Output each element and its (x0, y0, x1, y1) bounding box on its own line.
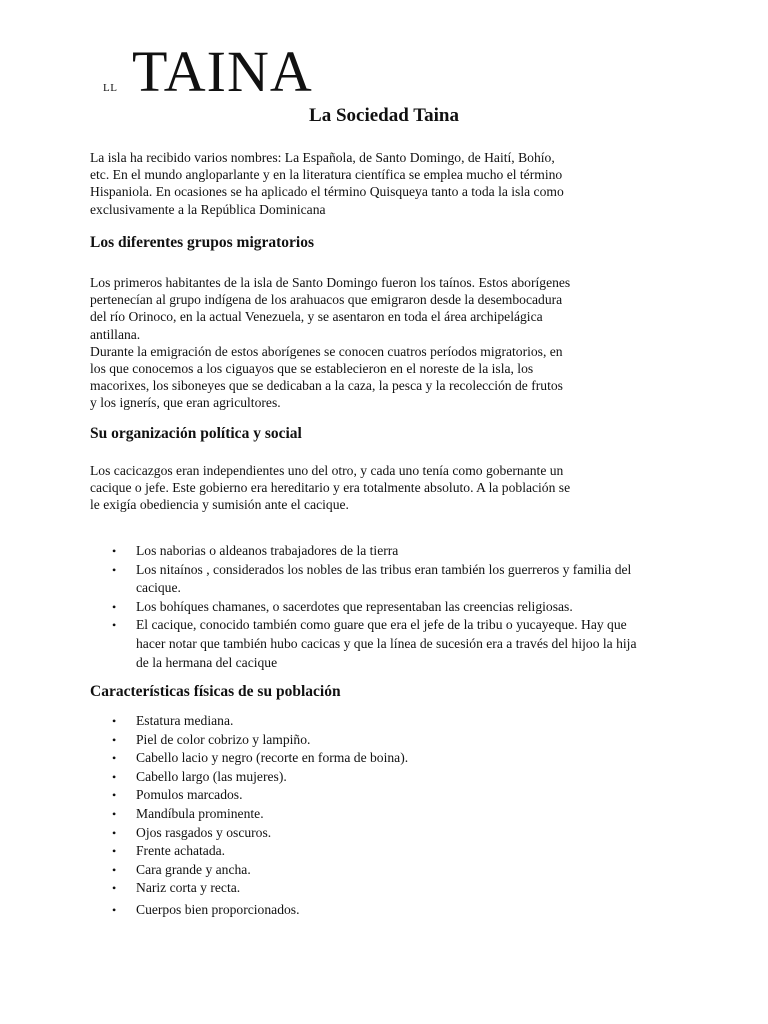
intro-line: etc. En el mundo angloparlante y en la literatura científica se emplea mucho el término (90, 167, 563, 183)
bullet-icon: • (112, 751, 117, 766)
bullet-icon: • (112, 732, 117, 747)
bullet-icon: • (112, 825, 117, 840)
paragraph-line: le exigía obediencia y sumisión ante el cacique. (90, 497, 349, 513)
list-item: • Cara grande y ancha. (112, 861, 692, 880)
list-item: • Mandíbula prominente. (112, 805, 692, 824)
intro-paragraph (90, 149, 615, 218)
organization-paragraph (90, 462, 615, 514)
list-item: • Los bohíques chamanes, o sacerdotes que representaban las creencias religiosas. (112, 598, 692, 617)
bullet-icon: • (112, 562, 117, 577)
intro-line: exclusivamente a la República Dominicana (90, 201, 326, 217)
bullet-icon: • (112, 806, 117, 821)
list-item: • Cabello lacio y negro (recorte en forma de boina). (112, 749, 692, 768)
bullet-icon: • (112, 769, 117, 784)
bullet-icon: • (112, 844, 117, 859)
list-item: • El cacique, conocido también como guare que era el jefe de la tribu o yucayeque. Hay que hacer notar que también hubo cacicas y que la línea de sucesión era a través del hijoo la hija de la hermana del cacique (112, 617, 637, 670)
list-item: • Piel de color cobrizo y lampiño. (112, 731, 692, 750)
section-heading-physical: Características físicas de su población (90, 683, 341, 700)
paragraph-line: Durante la emigración de estos aborígenes se conocen cuatros períodos migratorios, en (90, 343, 563, 359)
list-item: • Estatura mediana. (112, 712, 692, 731)
social-classes-list (112, 542, 692, 672)
section-heading-migratory: Los diferentes grupos migratorios (90, 234, 315, 251)
paragraph-line: Los cacicazgos eran independientes uno del otro, y cada uno tenía como gobernante un (90, 463, 564, 478)
list-item: • Cabello largo (las mujeres). (112, 768, 692, 787)
migratory-paragraph (90, 274, 615, 412)
paragraph-line: y los ignerís, que eran agricultores. (90, 395, 281, 411)
paragraph-line: Los primeros habitantes de la isla de Santo Domingo fueron los taínos. Estos aborígenes (90, 275, 571, 290)
list-item: • Nariz corta y recta. (112, 879, 692, 898)
intro-line: La isla ha recibido varios nombres: La Española, de Santo Domingo, de Haití, Bohío, (90, 150, 555, 165)
document-title: TAINA (132, 39, 313, 104)
bullet-icon: • (112, 714, 117, 728)
list-item: • Pomulos marcados. (112, 786, 692, 805)
paragraph-line: macorixes, los siboneyes que se dedicaban a la caza, la pesca y la recolección de frutos (90, 378, 563, 394)
header-prefix: LL (103, 82, 118, 94)
paragraph-line: cacique o jefe. Este gobierno era hereditario y era totalmente absoluto. A la población se (90, 480, 571, 496)
physical-traits-list (112, 712, 692, 920)
intro-line: Hispaniola. En ocasiones se ha aplicado el término Quisqueya tanto a toda la isla como (90, 184, 564, 200)
paragraph-line: los que conocemos a los ciguayos que se establecieron en el noreste de la isla, los (90, 361, 534, 377)
paragraph-line: del río Orinoco, en la actual Venezuela, y se asentaron en toda el área archipelágica (90, 309, 543, 325)
list-item: • Cuerpos bien proporcionados. (112, 901, 692, 920)
bullet-icon: • (112, 788, 117, 803)
bullet-icon: • (112, 544, 117, 558)
bullet-icon: • (112, 618, 117, 633)
list-item: • Frente achatada. (112, 842, 692, 861)
document-subtitle: La Sociedad Taina (309, 105, 459, 126)
bullet-icon: • (112, 902, 117, 917)
bullet-icon: • (112, 599, 117, 614)
paragraph-line: pertenecían al grupo indígena de los arahuacos que emigraron desde la desembocadura (90, 292, 563, 308)
bullet-icon: • (112, 881, 117, 896)
bullet-icon: • (112, 862, 117, 877)
list-item: • Ojos rasgados y oscuros. (112, 824, 692, 843)
list-item: • Los nitaínos , considerados los nobles de las tribus eran también los guerreros y familia del cacique. (112, 561, 632, 596)
section-heading-organization: Su organización política y social (90, 425, 302, 442)
paragraph-line: antillana. (90, 326, 141, 342)
list-item: • Los naborias o aldeanos trabajadores de la tierra (112, 542, 692, 561)
